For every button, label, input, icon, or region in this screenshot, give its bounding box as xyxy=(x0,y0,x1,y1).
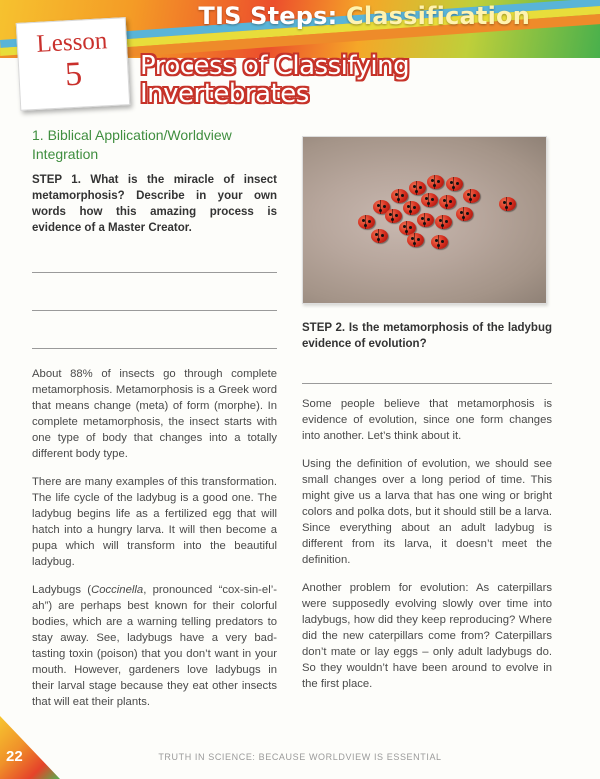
page-title-line: Invertebrates xyxy=(140,79,309,109)
paragraph: Some people believe that metamorphosis is evidence of evolution, since one form changes into another. Let’s think about it. xyxy=(302,398,552,442)
ladybug-icon xyxy=(421,193,438,207)
lesson-number: 5 xyxy=(64,55,84,94)
ladybugs-photo xyxy=(302,136,547,304)
step-1-question: STEP 1. What is the miracle of insect metamorphosis? Describe in your own words how this amazing process is evidence of a Master Creator. xyxy=(32,174,277,234)
ladybug-icon xyxy=(403,201,420,215)
section-heading: 1. Biblical Application/Worldview Integration xyxy=(32,127,232,162)
right-column xyxy=(302,136,552,704)
paragraph: About 88% of insects go through complete metamorphosis. Metamorphosis is a Greek word that means change (meta) of form (morphe). In complete metamorphosis, the insect starts with one type of body that changes into a totally different body type. xyxy=(32,368,277,460)
ladybug-icon xyxy=(407,233,424,247)
ladybug-icon xyxy=(435,215,452,229)
answer-line[interactable] xyxy=(32,309,277,311)
banner-title: TIS Steps: Classification xyxy=(198,2,530,30)
ladybug-icon xyxy=(385,209,402,223)
paragraph: Another problem for evolution: As caterpillars were supposedly evolving slowly over time into ladybugs, how did they keep reproducing? Where did the new caterpillars come from? Caterpillars don’t mate or lay eggs – only adult ladybugs do. So they wouldn’t have been around to evolve in the first place. xyxy=(302,582,552,690)
ladybug-icon xyxy=(427,175,444,189)
ladybug-icon xyxy=(431,235,448,249)
ladybug-icon xyxy=(499,197,516,211)
page-number: 22 xyxy=(6,748,23,765)
page-title xyxy=(140,52,409,108)
ladybug-icon xyxy=(371,229,388,243)
species-name: Coccinella xyxy=(91,584,144,596)
ladybug-icon xyxy=(417,213,434,227)
page-title-line: Process of Classifying xyxy=(140,51,410,81)
footer-tagline: TRUTH IN SCIENCE: BECAUSE WORLDVIEW IS ESSENTIAL xyxy=(158,752,442,762)
ladybug-icon xyxy=(439,195,456,209)
left-column xyxy=(32,126,277,722)
ladybug-icon xyxy=(409,181,426,195)
banner-title-accent: Classification xyxy=(346,2,530,30)
paragraph: There are many examples of this transformation. The life cycle of the ladybug is a good one. The ladybug begins life as a fertilized egg that will hatch into a hungry larva. It will then become a pupa which will transform into the beautiful ladybug. xyxy=(32,476,277,568)
ladybug-icon xyxy=(391,189,408,203)
ladybug-icon xyxy=(456,207,473,221)
answer-line[interactable] xyxy=(32,271,277,273)
ladybug-icon xyxy=(463,189,480,203)
ladybug-icon xyxy=(358,215,375,229)
answer-line[interactable] xyxy=(302,382,552,384)
paragraph: Ladybugs (Coccinella, pronounced “cox-sin-el’-ah”) are perhaps best known for their colorful bodies, which are a warning telling predators to stay away. See, ladybugs have a very bad-tasting toxin (poison) that you don’t want in your mouth. However, gardeners love ladybugs in their larval stage because they eat other insects that will eat their plants. xyxy=(32,584,277,708)
paragraph: Using the definition of evolution, we should see small changes over a long period of time. This might give us a larva that has one wing or bright colors and polka dots, but it should still be a larva. Since everything about an adult ladybug is different from its larva, it doesn’t meet the definition. xyxy=(302,458,552,566)
lesson-badge xyxy=(16,17,130,111)
step-2-question: STEP 2. Is the metamorphosis of the ladybug evidence of evolution? xyxy=(302,322,552,350)
answer-line[interactable] xyxy=(32,347,277,349)
lesson-word: Lesson xyxy=(35,27,108,58)
ladybug-icon xyxy=(446,177,463,191)
